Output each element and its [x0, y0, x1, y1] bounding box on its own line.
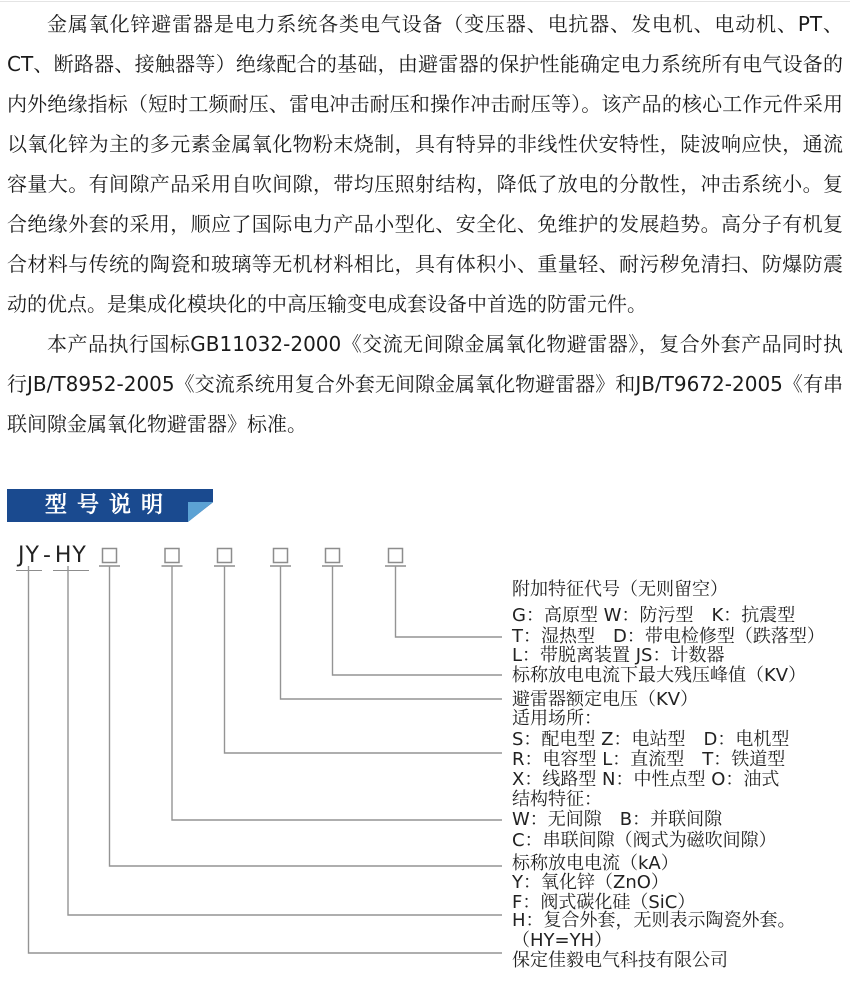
model-prefix-jy: JY [16, 543, 42, 571]
model-dash: - [42, 543, 52, 568]
legend-row: 标称放电电流下最大残压峰值（KV） [512, 665, 807, 686]
leader-line-box3 [225, 566, 503, 753]
model-code-box [218, 549, 232, 563]
intro-paragraph-2: 本产品执行国标GB11032-2000《交流无间隙金属氧化物避雷器》，复合外套产品同时执行JB/T8952-2005《交流系统用复合外套无间隙金属氧化物避雷器》和JB/T9672-2005《有串联间隙金属氧化物避雷器》标准。 [7, 332, 843, 436]
legend-row: 保定佳毅电气科技有限公司 [512, 950, 728, 971]
leader-line-box6 [396, 566, 503, 637]
legend-row: W：无间隙 B：并联间隙 [512, 809, 723, 830]
legend-row: G：高原型 W：防污型 K：抗震型 [512, 605, 796, 626]
model-series-hy: HY [53, 543, 89, 571]
legend-row: X：线路型 N：中性点型 O：油式 [512, 769, 780, 790]
legend-row: Y：氧化锌（ZnO） [512, 872, 669, 893]
section-title: 型号说明 [45, 493, 174, 518]
leader-line-jy [29, 566, 503, 953]
model-code-box [389, 549, 403, 563]
leader-line-box2 [172, 566, 502, 820]
model-code-box [165, 549, 179, 563]
model-code-box [326, 549, 340, 563]
legend-row: 附加特征代号（无则留空） [512, 579, 728, 600]
legend-row: T：湿热型 D：带电检修型（跌落型） [512, 626, 825, 647]
legend-row: 结构特征： [512, 789, 602, 810]
leader-line-box4 [281, 566, 503, 699]
legend-row: 避雷器额定电压（KV） [512, 689, 699, 710]
legend-row: （HY=YH） [512, 930, 613, 951]
model-code-box [274, 549, 288, 563]
legend-row: S：配电型 Z：电站型 D：电机型 [512, 729, 790, 750]
leader-line-hy [68, 566, 502, 915]
legend-row: H：复合外套，无则表示陶瓷外套。 [512, 910, 796, 931]
legend-row: C：串联间隙（阀式为磁吹间隙） [512, 830, 777, 851]
leader-line-box1 [110, 566, 503, 866]
model-code-box [103, 549, 117, 563]
legend-row: 适用场所： [512, 708, 602, 729]
intro-paragraph-1: 金属氧化锌避雷器是电力系统各类电气设备（变压器、电抗器、发电机、电动机、PT、CT、断路器、接触器等）绝缘配合的基础，由避雷器的保护性能确定电力系统所有电气设备的内外绝缘指标（短时工频耐压、雷电冲击耐压和操作冲击耐压等）。该产品的核心工作元件采用以氧化锌为主的多元素金属氧化物粉末烧制，具有特异的非线性伏安特性，陡波响应快，通流容量大。有间隙产品采用自吹间隙，带均压照射结构，降低了放电的分散性，冲击系统小。复合绝缘外套的采用，顺应了国际电力产品小型化、安全化、免维护的发展趋势。高分子有机复合材料与传统的陶瓷和玻璃等无机材料相比，具有体积小、重量轻、耐污秽免清扫、防爆防震动的优点。是集成化模块化的中高压输变电成套设备中首选的防雷元件。 [7, 12, 843, 316]
legend-row: 标称放电电流（kA） [512, 853, 679, 874]
legend-row: R：电容型 L：直流型 T：铁道型 [512, 749, 786, 770]
legend-row: F：阀式碳化硅（SiC） [512, 892, 696, 913]
leader-line-box5 [333, 566, 503, 675]
legend-row: L：带脱离装置 JS：计数器 [512, 645, 725, 666]
